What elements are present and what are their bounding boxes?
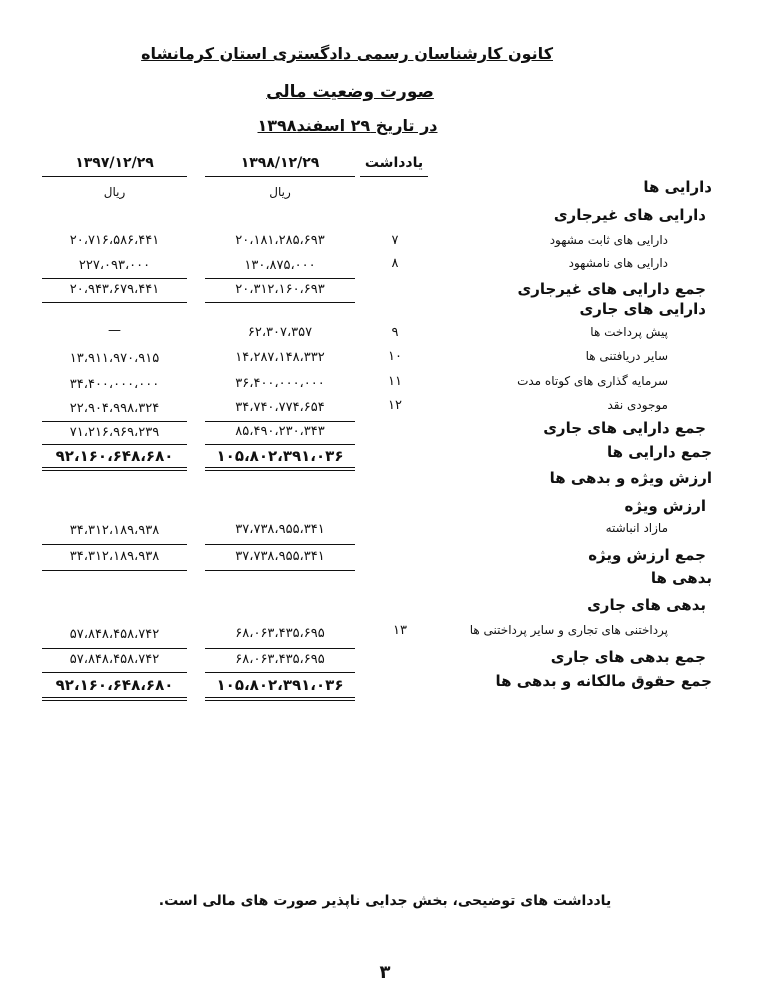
total-line-current: [205, 302, 355, 303]
header-underline-prior: [42, 176, 187, 177]
total-line-prior-3: [42, 570, 187, 571]
row-label-short-term-investments: سرمایه گذاری های کوتاه مدت: [517, 374, 668, 388]
row-prior-total-current-liabilities: ۵۷،۸۴۸،۴۵۸،۷۴۲: [69, 652, 160, 667]
group-equity: ارزش ویژه: [624, 497, 706, 515]
row-prior-prepayments: —: [108, 323, 121, 338]
header-underline-current: [205, 176, 355, 177]
double-line-a-current: [205, 467, 355, 468]
currency-unit-prior: ریال: [103, 185, 126, 199]
double-line-a-prior: [42, 467, 187, 468]
subtotal-line-prior-2: [42, 421, 187, 422]
row-label-intangible-assets: دارایی های نامشهود: [568, 256, 668, 270]
double-line-c-prior: [42, 697, 187, 698]
note-column-header: یادداشت: [364, 155, 424, 171]
row-label-other-receivables: سایر دریافتنی ها: [585, 349, 668, 363]
current-year-header: ۱۳۹۸/۱۲/۲۹: [240, 155, 320, 171]
row-prior-payables: ۵۷،۸۴۸،۴۵۸،۷۴۲: [69, 627, 160, 642]
row-prior-fixed-assets: ۲۰،۷۱۶،۵۸۶،۴۴۱: [69, 233, 160, 248]
header-underline-note: [360, 176, 428, 177]
row-prior-intangible-assets: ۲۲۷،۰۹۳،۰۰۰: [78, 258, 151, 273]
prior-year-header: ۱۳۹۷/۱۲/۲۹: [75, 155, 154, 171]
row-note-prepayments: ۹: [391, 325, 399, 340]
subtotal-line-current: [205, 278, 355, 279]
double-line-d-current: [205, 700, 355, 701]
row-current-intangible-assets: ۱۳۰،۸۷۵،۰۰۰: [244, 258, 316, 273]
total-line-prior-4: [42, 672, 187, 673]
organization-title: کانون کارشناسان رسمی دادگستری استان کرمانشاه: [141, 44, 553, 63]
row-current-payables: ۶۸،۰۶۳،۴۳۵،۶۹۵: [235, 626, 325, 641]
row-note-fixed-assets: ۷: [391, 233, 399, 248]
row-label-total-noncurrent: جمع دارایی های غیرجاری: [517, 280, 706, 298]
group-noncurrent-assets: دارایی های غیرجاری: [553, 206, 706, 224]
row-label-total-current-liabilities: جمع بدهی های جاری: [550, 648, 706, 666]
row-note-intangible-assets: ۸: [391, 256, 399, 271]
section-assets: دارایی ها: [643, 178, 712, 196]
row-prior-total-equity: ۳۴،۳۱۲،۱۸۹،۹۳۸: [69, 549, 160, 564]
row-current-total-current-liabilities: ۶۸،۰۶۳،۴۳۵،۶۹۵: [235, 652, 325, 667]
page-number: ۳: [379, 962, 391, 983]
double-line-b-current: [205, 470, 355, 471]
row-current-total-equity: ۳۷،۷۳۸،۹۵۵،۳۴۱: [235, 549, 325, 564]
row-label-total-equity-liabilities: جمع حقوق مالکانه و بدهی ها: [495, 672, 712, 690]
row-note-short-term-investments: ۱۱: [388, 374, 402, 389]
row-prior-total-assets: ۹۲،۱۶۰،۶۴۸،۶۸۰: [55, 447, 174, 465]
group-current-assets: دارایی های جاری: [579, 300, 706, 318]
row-current-total-assets: ۱۰۵،۸۰۲،۳۹۱،۰۳۶: [216, 447, 344, 465]
total-line-current-2: [205, 444, 355, 445]
row-current-accumulated-surplus: ۳۷،۷۳۸،۹۵۵،۳۴۱: [235, 522, 325, 537]
row-prior-other-receivables: ۱۳،۹۱۱،۹۷۰،۹۱۵: [69, 351, 160, 366]
statement-title: صورت وضعیت مالی: [266, 82, 434, 102]
total-line-prior: [42, 302, 187, 303]
row-prior-cash: ۲۲،۹۰۴،۹۹۸،۳۲۴: [69, 401, 160, 416]
row-prior-total-equity-liabilities: ۹۲،۱۶۰،۶۴۸،۶۸۰: [55, 676, 174, 694]
row-current-prepayments: ۶۲،۳۰۷،۳۵۷: [247, 325, 313, 340]
row-current-fixed-assets: ۲۰،۱۸۱،۲۸۵،۶۹۳: [235, 233, 325, 248]
statement-date: در تاریخ ۲۹ اسفند۱۳۹۸: [257, 116, 438, 135]
subtotal-line-current-4: [205, 648, 355, 649]
row-label-accumulated-surplus: مازاد انباشته: [605, 521, 668, 535]
section-liabilities: بدهی ها: [650, 569, 712, 587]
subtotal-line-current-3: [205, 544, 355, 545]
double-line-b-prior: [42, 470, 187, 471]
row-label-fixed-assets: دارایی های ثابت مشهود: [549, 233, 668, 247]
currency-unit-current: ریال: [269, 185, 291, 199]
row-label-prepayments: پیش پرداخت ها: [590, 325, 668, 339]
row-label-cash: موجودی نقد: [607, 398, 668, 412]
row-current-total-current-assets: ۸۵،۴۹۰،۲۳۰،۳۴۳: [235, 424, 325, 439]
row-label-total-current-assets: جمع دارایی های جاری: [543, 419, 706, 437]
row-note-cash: ۱۲: [388, 398, 402, 413]
row-current-total-noncurrent: ۲۰،۳۱۲،۱۶۰،۶۹۳: [235, 282, 325, 297]
row-current-other-receivables: ۱۴،۲۸۷،۱۴۸،۳۳۲: [235, 350, 325, 365]
subtotal-line-prior: [42, 278, 187, 279]
row-prior-accumulated-surplus: ۳۴،۳۱۲،۱۸۹،۹۳۸: [69, 523, 160, 538]
total-line-current-3: [205, 570, 355, 571]
row-current-short-term-investments: ۳۶،۴۰۰،۰۰۰،۰۰۰: [235, 376, 325, 391]
row-label-payables: پرداختنی های تجاری و سایر پرداختنی ها: [469, 623, 668, 637]
double-line-d-prior: [42, 700, 187, 701]
group-current-liabilities: بدهی های جاری: [587, 596, 706, 614]
subtotal-line-current-2: [205, 421, 355, 422]
footer-note: یادداشت های توضیحی، بخش جدایی ناپذیر صورت های مالی است.: [158, 893, 612, 909]
section-equity-and-liabilities: ارزش ویژه و بدهی ها: [549, 469, 712, 487]
row-current-total-equity-liabilities: ۱۰۵،۸۰۲،۳۹۱،۰۳۶: [216, 676, 344, 694]
row-current-cash: ۳۴،۷۴۰،۷۷۴،۶۵۴: [235, 400, 325, 415]
row-note-other-receivables: ۱۰: [388, 349, 402, 364]
total-line-current-4: [205, 672, 355, 673]
row-label-total-equity: جمع ارزش ویژه: [588, 546, 706, 564]
row-prior-total-noncurrent: ۲۰،۹۴۳،۶۷۹،۴۴۱: [69, 282, 160, 297]
row-prior-short-term-investments: ۳۴،۴۰۰،۰۰۰،۰۰۰: [69, 377, 160, 392]
subtotal-line-prior-3: [42, 544, 187, 545]
double-line-c-current: [205, 697, 355, 698]
row-prior-total-current-assets: ۷۱،۲۱۶،۹۶۹،۲۳۹: [69, 425, 160, 440]
subtotal-line-prior-4: [42, 648, 187, 649]
row-note-payables: ۱۳: [393, 623, 407, 638]
row-label-total-assets: جمع دارایی ها: [606, 443, 712, 461]
total-line-prior-2: [42, 444, 187, 445]
